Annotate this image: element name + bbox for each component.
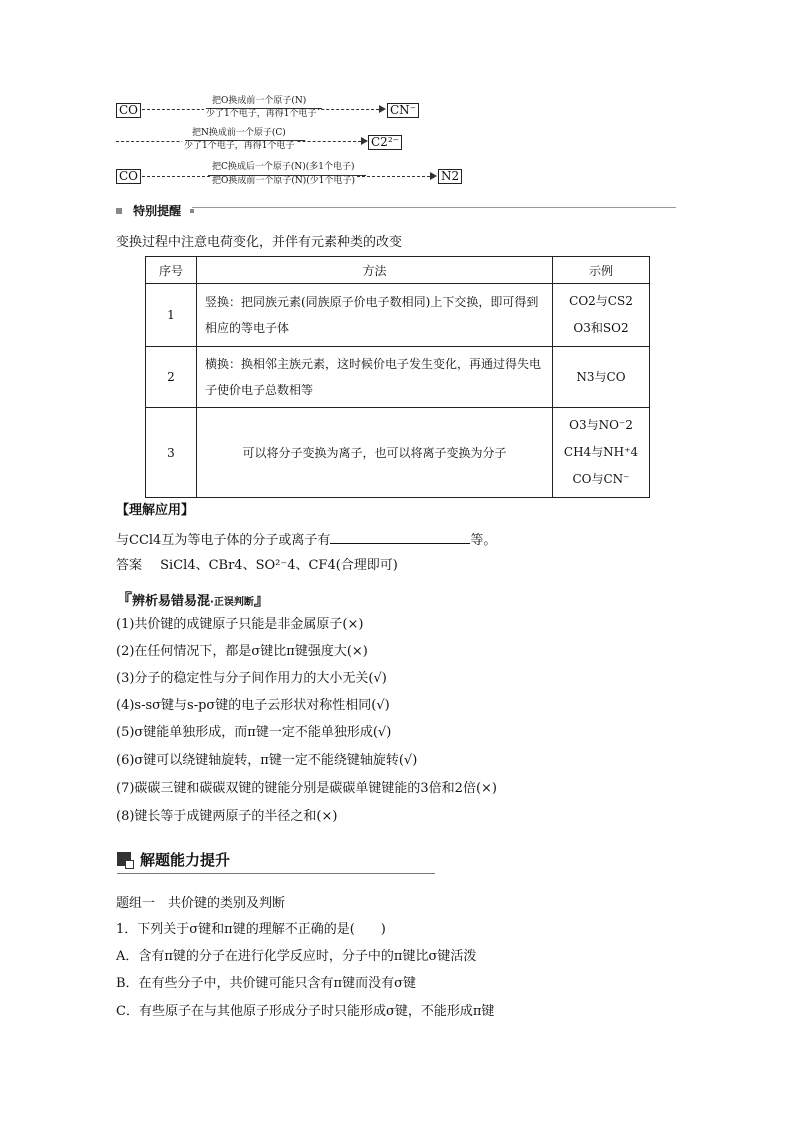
diagram-row1-top-label: 把O换成前一个原子(N) [212,96,307,106]
apply-heading: 【理解应用】 [116,503,195,518]
special-tip-heading-row [116,200,194,219]
diagram-row1-left-box: CO [116,103,141,118]
diagram-row3-right-box: N2 [438,169,462,184]
answer-blank [330,530,470,544]
table-cell-num: 3 [146,408,197,498]
judge-item: (5)σ键能单独形成，而π键一定不能单独形成(√) [116,725,392,740]
apply-question-post: 等。 [470,533,497,548]
answer-label: 答案 [116,558,143,573]
diagram-row1-arrowhead [379,105,386,113]
left-corner-bracket-icon: 『 [116,590,133,609]
special-tip-heading: 特别提醒 [133,204,182,218]
judge-item: (2)在任何情况下，都是σ键比π键强度大(×) [116,644,368,659]
table-cell-num: 2 [146,347,197,408]
table-cell-examples [553,284,650,347]
judge-heading: 辨析易错易混 [132,594,211,609]
example-line: N3与CO [576,369,626,384]
section-block-icon [117,852,131,866]
judge-subheading: ·正误判断 [210,597,254,608]
answer-text: SiCl4、CBr4、SO²⁻4、CF4(合理即可) [160,558,398,573]
table-cell-examples [553,408,650,498]
question-1: 1．下列关于σ键和π键的理解不正确的是( ) [116,922,386,937]
right-corner-bracket-icon: 』 [253,590,270,609]
diagram-row1-right-box: CN⁻ [387,103,419,118]
example-line: O3和SO2 [573,321,629,335]
special-tip-rule [192,207,676,208]
table-cell-method: 横换：换相邻主族元素，这时候价电子发生变化，再通过得失电子使价电子总数相等 [197,347,553,408]
table-header-row [146,257,650,284]
table-cell-examples [553,347,650,408]
group1-title: 题组一 共价键的类别及判断 [116,896,286,911]
judge-item: (8)键长等于成键两原子的半径之和(×) [116,809,338,824]
table-header-num: 序号 [146,257,197,284]
judge-item: (1)共价键的成键原子只能是非金属原子(×) [116,617,364,632]
table-header-examples: 示例 [553,257,650,284]
option-b: B．在有些分子中，共价键可能只含有π键而没有σ键 [116,976,416,991]
diagram-row2-right-box: C2²⁻ [368,135,402,150]
special-tip-intro: 变换过程中注意电荷变化，并伴有元素种类的改变 [116,235,403,250]
square-bullet-icon [116,208,122,214]
option-c: C．有些原子在与其他原子形成分子时只能形成σ键，不能形成π键 [116,1004,495,1019]
section2-rule [117,873,435,874]
table-row [146,284,650,347]
diagram-row2-arrowhead [361,137,368,145]
judge-heading-row [116,587,270,610]
diagram-row3-left-box: CO [116,169,141,184]
diagram-row3-arrowhead [430,172,437,180]
example-line: CO2与CS2 [569,294,633,308]
example-line: CO与CN⁻ [572,472,630,486]
apply-question [116,530,496,549]
table-header-method: 方法 [197,257,553,284]
option-a: A．含有π键的分子在进行化学反应时，分子中的π键比σ键活泼 [116,949,477,964]
diagram-row2-top-label: 把N换成前一个原子(C) [192,128,286,138]
isoelectronic-method-table [145,256,650,498]
table-row [146,347,650,408]
apply-answer [116,558,398,574]
table-cell-method: 竖换：把同族元素(同族原子价电子数相同)上下交换，即可得到相应的等电子体 [197,284,553,347]
judge-item: (4)s-sσ键与s-pσ键的电子云形状对称性相同(√) [116,698,390,713]
diagram-row3-top-label: 把C换成后一个原子(N)(多1个电子) [212,162,355,172]
apply-question-pre: 与CCl4互为等电子体的分子或离子有 [116,533,331,548]
section2-heading: 解题能力提升 [140,851,231,869]
judge-item: (7)碳碳三键和碳碳双键的键能分别是碳碳单键键能的3倍和2倍(×) [116,781,497,796]
diagram-row2-bottom-label: 少了1个电子，再得1个电子 [184,141,295,151]
table-row [146,408,650,498]
table-cell-num: 1 [146,284,197,347]
square-dot-icon [190,209,194,213]
example-line: O3与NO⁻2 [569,418,633,432]
diagram-row3-bottom-label: 把O换成前一个原子(N)(少1个电子) [212,176,356,186]
diagram-row1-bottom-label: 少了1个电子，再得1个电子 [206,109,317,119]
example-line: CH4与NH⁺4 [563,445,639,459]
table-cell-method: 可以将分子变换为离子，也可以将离子变换为分子 [197,408,553,498]
judge-item: (6)σ键可以绕键轴旋转，π键一定不能绕键轴旋转(√) [116,753,418,768]
judge-item: (3)分子的稳定性与分子间作用力的大小无关(√) [116,671,387,686]
